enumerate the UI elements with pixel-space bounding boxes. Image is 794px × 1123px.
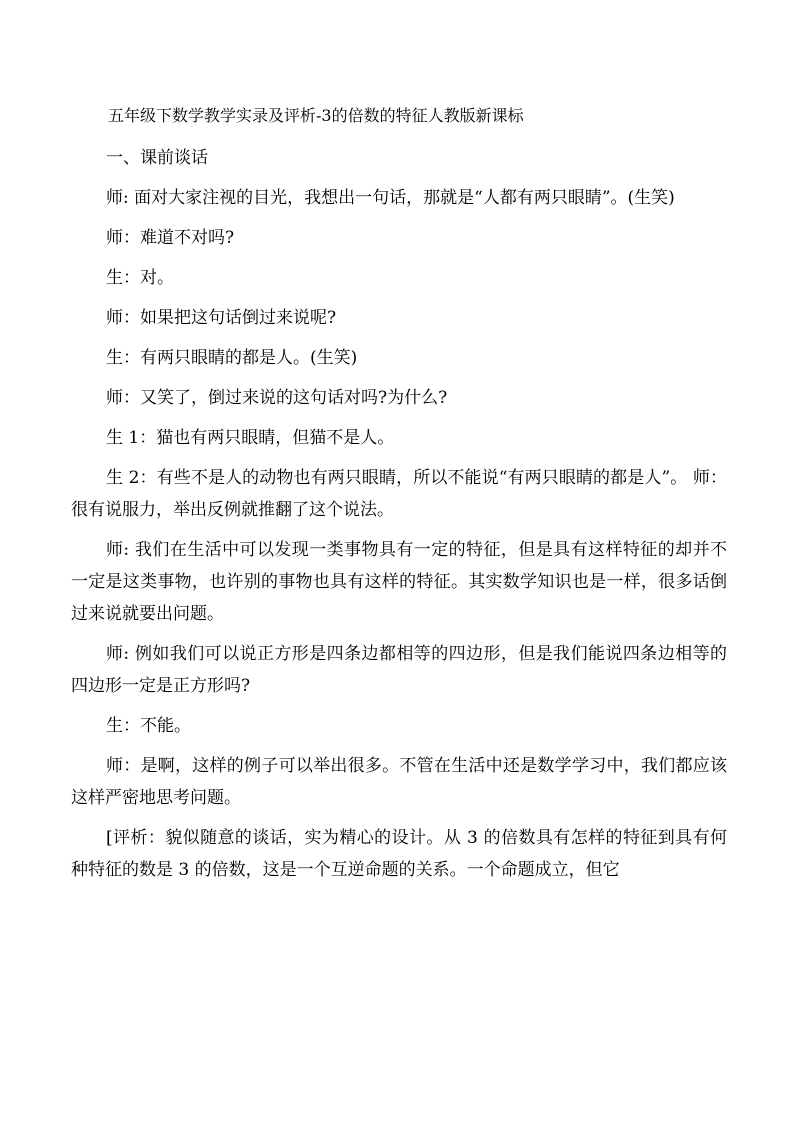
paragraph: 师: 我们在生活中可以发现一类事物具有一定的特征，但是具有这样特征的却并不一定是这类事物，也许别的事物也具有这样的特征。其实数学知识也是一样，很多话倒过来说就要出问题。 [71,540,727,624]
paragraph: 生：有两只眼睛的都是人。(生笑) [106,348,358,368]
paragraph: 师: 面对大家注视的目光，我想出一句话，那就是“人都有两只眼睛”。(生笑) [106,188,675,208]
paragraph: 师：如果把这句话倒过来说呢? [106,308,337,328]
paragraph: 生 1：猫也有两只眼睛，但猫不是人。 [106,428,395,448]
paragraph: 生 2：有些不是人的动物也有两只眼睛，所以不能说“有两只眼睛的都是人”。 师：很有说服力，举出反例就推翻了这个说法。 [71,468,727,520]
paragraph: 师: 例如我们可以说正方形是四条边都相等的四边形，但是我们能说四条边相等的四边形一定是正方形吗? [71,644,727,696]
paragraph: 师：难道不对吗? [106,228,235,248]
section-heading: 一、课前谈话 [106,148,208,168]
document-title: 五年级下数学教学实录及评析-3的倍数的特征人教版新课标 [108,106,524,125]
commentary-paragraph: [评析：貌似随意的谈话，实为精心的设计。从 3 的倍数具有怎样的特征到具有何种特征的数是 3 的倍数，这是一个互逆命题的关系。一个命题成立，但它 [71,828,727,880]
document-body [71,100,727,894]
paragraph: 师：是啊，这样的例子可以举出很多。不管在生活中还是数学学习中，我们都应该这样严密地思考问题。 [71,756,727,808]
paragraph: 师：又笑了，倒过来说的这句话对吗?为什么? [106,388,448,408]
paragraph: 生：对。 [106,268,174,288]
paragraph: 生：不能。 [106,716,191,736]
